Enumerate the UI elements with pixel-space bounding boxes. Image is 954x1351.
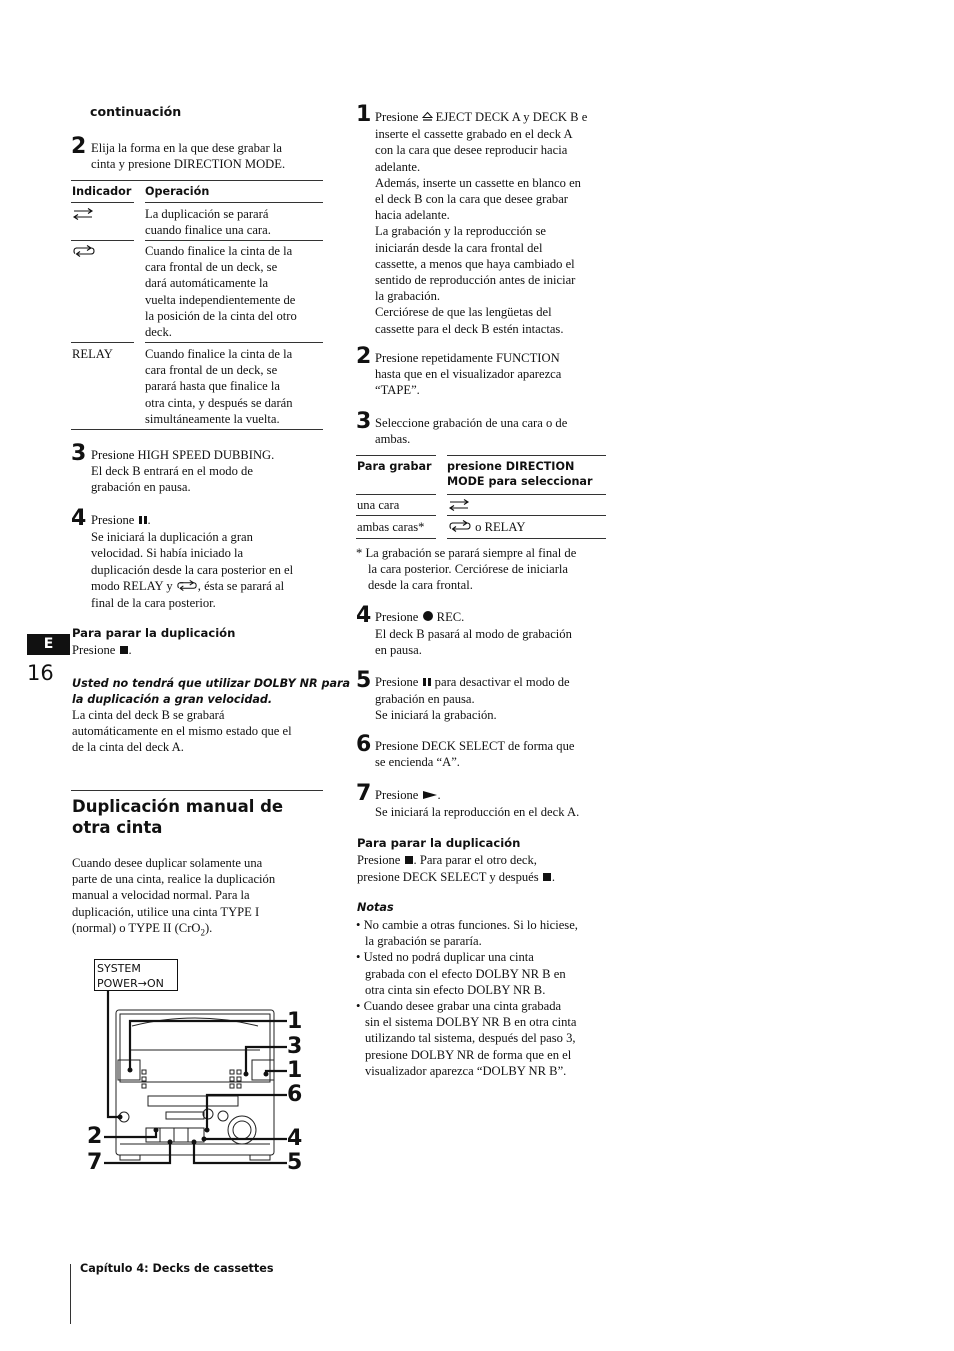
stop-text: Presione . (72, 642, 132, 659)
note-item: • Cuando desee grabar una cinta grabada sin el sistema DOLBY NR B en otra cinta utilizando tal sistema, después del paso 3, presione DOLBY NR de forma que en el visualizador aparezca “DOLBY NR B”. (356, 999, 577, 1078)
step-number: 1 (356, 102, 372, 127)
footer-chapter: Capítulo 4: Decks de cassettes (80, 1262, 274, 1275)
arrow-right-icon: → (137, 977, 147, 990)
step-number: 7 (356, 781, 372, 806)
step3-right-text: Seleccione grabación de una cara o de ambas. (375, 416, 568, 447)
pause-icon (138, 513, 148, 529)
step3-text: Presione HIGH SPEED DUBBING. El deck B entrará en el modo de grabación en pausa. (91, 448, 275, 495)
callout-1-eject-b: 1 (287, 1058, 303, 1083)
step5-right-text: Presione para desactivar el modo de grabación en pausa. Se iniciará la grabación. (375, 675, 570, 723)
table-row-ambas-value: o RELAY (448, 519, 525, 536)
table-row-3-text: Cuando finalice la cinta de la cara frontal de un deck, se parará hasta que finalice la otra cinta, y después se darán simultáneamente la vuelta. (145, 347, 293, 426)
step-number: 5 (356, 668, 372, 693)
callout-1-eject-a: 1 (287, 1009, 303, 1034)
record-icon (422, 610, 434, 626)
step6-right-text: Presione DECK SELECT de forma que se encienda “A”. (375, 739, 575, 770)
footnote: * La grabación se parará siempre al final de la cara posterior. Cerciórese de iniciarla desde la cara frontal. (356, 546, 577, 593)
dolby-note-text: La cinta del deck B se grabará automáticamente en el mismo estado que el de la cinta del deck A. (72, 708, 292, 755)
chapter-tag: E (27, 634, 70, 655)
step4-right-text: Presione REC. El deck B pasará al modo de grabación en pausa. (375, 610, 572, 658)
stop-heading-right: Para parar la duplicación (357, 836, 521, 850)
note-item: • No cambie a otras funciones. Si lo hiciese, la grabación se pararía. (356, 918, 578, 949)
step7-right-text: Presione . Se iniciará la reproducción en el deck A. (375, 788, 580, 820)
table-header-para-grabar: Para grabar (357, 460, 432, 473)
continuation-label: continuación (90, 104, 182, 119)
step2-right-text: Presione repetidamente FUNCTION hasta que en el visualizador aparezca “TAPE”. (375, 351, 562, 398)
pause-icon (422, 675, 432, 691)
table-header-operacion: Operación (145, 185, 210, 198)
section-intro: Cuando desee duplicar solamente una parte de una cinta, realice la duplicación manual a velocidad normal. Para la duplicación, utilice una cinta TYPE I (normal) o TYPE II (CrO$_2$). (72, 856, 276, 938)
notes-list (356, 917, 578, 1079)
step2-text: Elija la forma en la que dese grabar la cinta y presione DIRECTION MODE. (91, 141, 286, 172)
table-header-indicador: Indicador (72, 185, 132, 198)
step-number: 3 (71, 441, 87, 466)
callout-6-deck-select: 6 (287, 1082, 303, 1107)
step-number: 4 (71, 506, 87, 531)
table-row-ambas-caras: ambas caras* (357, 520, 425, 534)
table-row-una-cara: una cara (357, 498, 400, 512)
eject-icon (422, 110, 433, 126)
system-power-label: SYSTEM POWER→ON (94, 959, 178, 991)
dolby-note-heading: Usted no tendrá que utilizar DOLBY NR para la duplicación a gran velocidad. (72, 677, 351, 707)
loop-arrows-icon (72, 244, 96, 262)
play-icon (422, 788, 438, 804)
loop-arrows-icon (176, 579, 198, 595)
callout-7-play: 7 (87, 1150, 103, 1175)
one-way-arrows-icon (448, 498, 470, 516)
note-item: • Usted no podrá duplicar una cinta grabada con el efecto DOLBY NR B en otra cinta sin efecto DOLBY NR B. (356, 950, 566, 997)
table-header-presione: presione DIRECTION MODE para seleccionar (447, 460, 593, 488)
section-title: Duplicación manual de otra cinta (72, 797, 284, 837)
stop-heading: Para parar la duplicación (72, 626, 236, 640)
callout-3-function: 3 (287, 1034, 303, 1059)
callout-4-rec: 4 (287, 1126, 303, 1151)
callout-2-direction: 2 (87, 1124, 103, 1149)
stop-text-right: Presione . Para parar el otro deck, presione DECK SELECT y después . (357, 852, 555, 886)
loop-arrows-icon (448, 520, 472, 536)
table-row-3-indicator: RELAY (72, 347, 113, 361)
step-number: 4 (356, 603, 372, 628)
step-number: 2 (71, 134, 87, 159)
stop-icon (542, 870, 552, 886)
one-way-arrows-icon (72, 207, 94, 225)
step1-text: Presione EJECT DECK A y DECK B e inserte el cassette grabado en el deck A con la cara que desee reproducir hacia adelante. Además, inserte un cassette en blanco en el deck B con la cara que desee grabar hacia adelante. La grabación y la reproducción se iniciarán desde la cara frontal del cassette, a menos que haya cambiado el sentido de reproducción antes de iniciar la grabación. Cerciórese de que las lengüetas del cassette para el deck B estén intactas. (375, 110, 588, 336)
step4-text: Presione . Se iniciará la duplicación a gran velocidad. Si había iniciado la duplicación desde la cara posterior en el modo RELAY y , ésta se parará al final de la cara posterior. (91, 513, 294, 611)
notes-heading: Notas (357, 901, 394, 914)
page-number: 16 (27, 661, 54, 685)
step-number: 6 (356, 732, 372, 757)
stop-icon (404, 853, 414, 869)
callout-5-pause: 5 (287, 1150, 303, 1175)
stop-icon (119, 643, 129, 659)
step-number: 2 (356, 344, 372, 369)
table-row-1-text: La duplicación se parará cuando finalice una cara. (145, 207, 271, 238)
step-number: 3 (356, 409, 372, 434)
stereo-unit-drawing (80, 990, 310, 1175)
table-row-2-text: Cuando finalice la cinta de la cara frontal de un deck, se dará automáticamente la vuelta independientemente de la posición de la cinta del otro deck. (145, 244, 297, 340)
